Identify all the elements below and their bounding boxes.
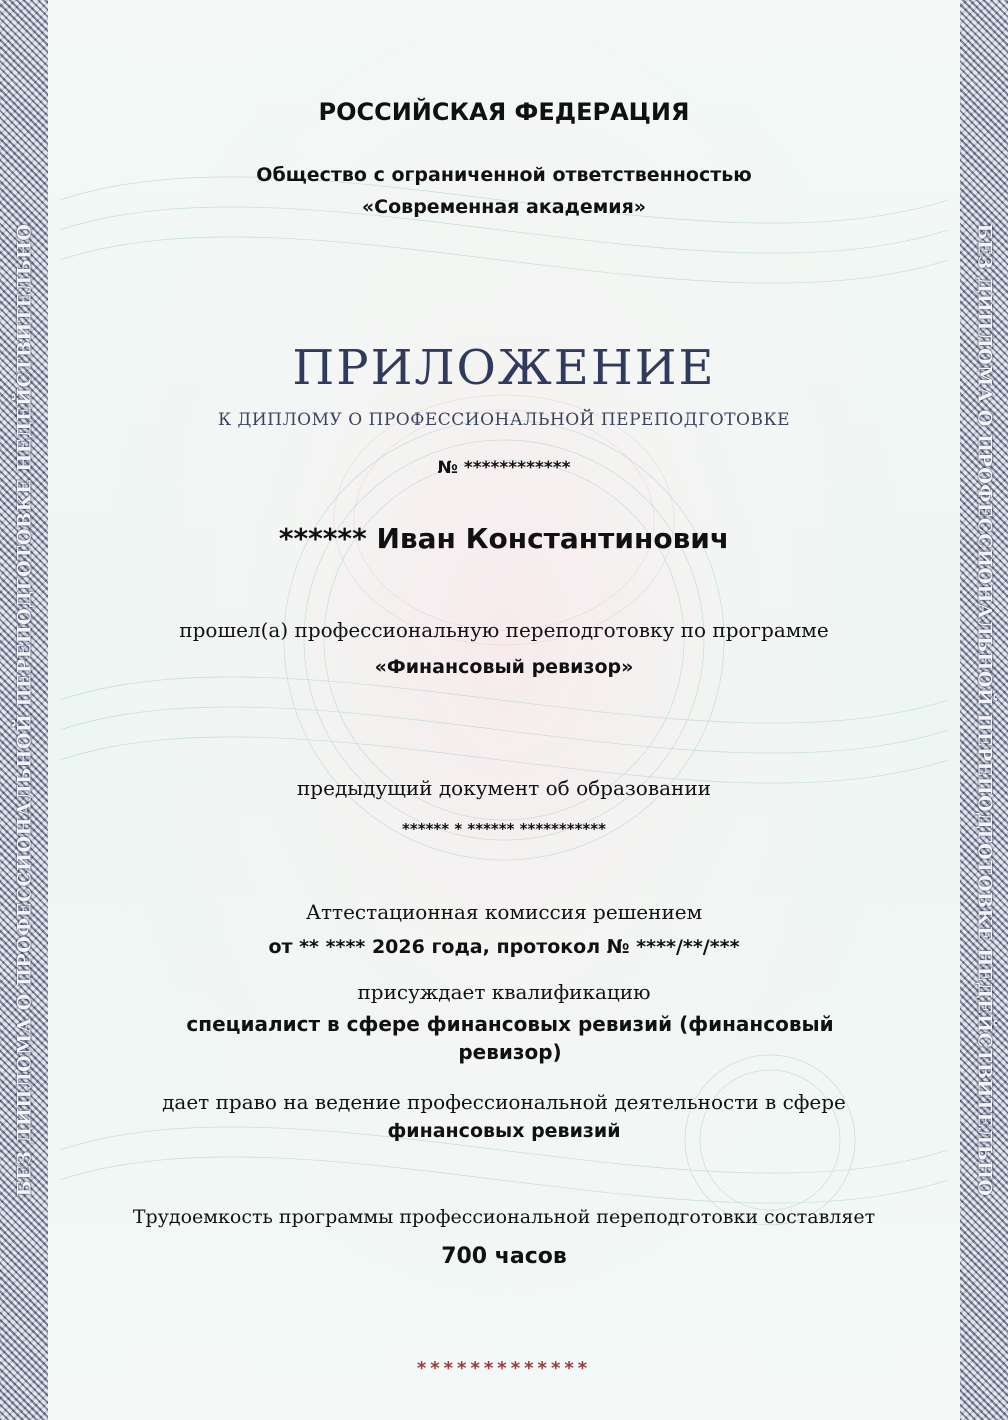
awards-label: присуждает квалификацию [357, 980, 651, 1004]
country-heading: РОССИЙСКАЯ ФЕДЕРАЦИЯ [318, 98, 690, 126]
serial-number: ************* [416, 1358, 592, 1379]
document-number: № ************ [437, 458, 571, 478]
program-intro: прошел(а) профессиональную переподготовку по программе [179, 618, 829, 642]
qualification-value: специалист в сфере финансовых ревизий (финансовый ревизор) [186, 1012, 834, 1064]
holder-name: ****** Иван Константинович [278, 522, 730, 555]
document-subtitle: К ДИПЛОМУ О ПРОФЕССИОНАЛЬНОЙ ПЕРЕПОДГОТОВКЕ [217, 410, 791, 430]
rights-label: дает право на ведение профессиональной деятельности в сфере [162, 1090, 846, 1114]
organization-line-2: «Современная академия» [361, 196, 647, 218]
left-border-text: БЕЗ ДИПЛОМА О ПРОФЕССИОНАЛЬНОЙ ПЕРЕПОДГОТОВКЕ НЕДЕЙСТВИТЕЛЬНО [13, 223, 35, 1197]
document-title: ПРИЛОЖЕНИЕ [292, 340, 716, 396]
previous-education-label: предыдущий документ об образовании [296, 776, 712, 800]
right-border-text: БЕЗ ДИПЛОМА О ПРОФЕССИОНАЛЬНОЙ ПЕРЕПОДГОТОВКЕ НЕДЕЙСТВИТЕЛЬНО [973, 223, 995, 1197]
commission-protocol: от ** **** 2026 года, протокол № ****/**/*** [268, 936, 740, 958]
workload-label: Трудоемкость программы профессиональной переподготовки составляет [132, 1206, 876, 1228]
program-name: «Финансовый ревизор» [374, 656, 634, 678]
organization-line-1: Общество с ограниченной ответственностью [256, 164, 752, 186]
commission-label: Аттестационная комиссия решением [305, 900, 703, 924]
rights-field: финансовых ревизий [387, 1120, 621, 1142]
previous-education-value: ****** * ****** *********** [402, 820, 606, 838]
workload-hours: 700 часов [441, 1244, 567, 1269]
